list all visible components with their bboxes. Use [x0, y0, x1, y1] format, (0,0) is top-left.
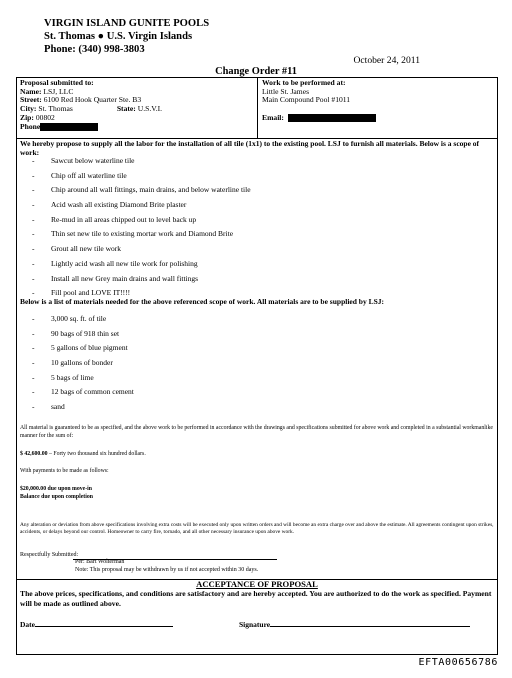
amount-figure: $ 42,600.00	[20, 451, 48, 457]
material-item: - 10 gallons of bonder	[32, 358, 134, 373]
scope-list	[32, 156, 251, 303]
work-line2: Main Compound Pool #1011	[262, 95, 351, 105]
name-value: LSJ, LLC	[43, 86, 74, 96]
scope-item: - Chip off all waterline tile	[32, 171, 251, 186]
material-item: - 5 bags of lime	[32, 373, 134, 388]
state-label: State:	[116, 104, 136, 114]
company-name: VIRGIN ISLAND GUNITE POOLS	[44, 18, 210, 29]
street-label: Street:	[20, 95, 42, 105]
date-label: Date	[20, 620, 35, 629]
payment-line-2: Balance due upon completion	[20, 493, 93, 500]
acceptance-title: ACCEPTANCE OF PROPOSAL	[196, 579, 318, 589]
date-line[interactable]	[35, 619, 173, 627]
proposal-heading: Proposal submitted to:	[20, 78, 94, 87]
amount-words: – Forty two thousand six hundred dollars.	[47, 451, 146, 457]
zip-label: Zip:	[20, 112, 34, 122]
note-line: Note: This proposal may be withdrawn by us if not accepted within 30 days.	[75, 566, 259, 573]
scope-item: - Acid wash all existing Diamond Brite plaster	[32, 200, 251, 215]
submitter-signature-line	[73, 559, 277, 560]
material-item: - 90 bags of 918 thin set	[32, 329, 134, 344]
work-line1: Little St. James	[262, 86, 310, 96]
material-item: - 5 gallons of blue pigment	[32, 343, 134, 358]
company-location: St. Thomas ● U.S. Virgin Islands	[44, 31, 193, 42]
document-date: October 24, 2011	[353, 55, 420, 66]
work-heading: Work to be performed at:	[262, 78, 346, 87]
alteration-text: Any alteration or deviation from above specifications involving extra costs will be executed only upon written orders and will become an extra charge over and above the estimate. All agreements contingent upon strikes, accidents, or delays beyond our control. Homeowner to carry fire, tornado, and all other necessary insurance upon above work.	[20, 522, 494, 536]
acceptance-text: The above prices, specifications, and conditions are satisfactory and are hereby accepted. You are authorized to do the work as specified. Payment will be made as outlined above.	[20, 589, 492, 608]
scope-item: - Thin set new tile to existing mortar work and Diamond Brite	[32, 229, 251, 244]
respectfully-label: Respectfully Submitted:	[20, 552, 79, 558]
company-header	[44, 17, 209, 56]
material-item: - 12 bags of common cement	[32, 387, 134, 402]
scope-intro: We hereby propose to supply all the labor for the installation of all tile (1x1) to the existing pool. LSJ to furnish all materials. Below is a scope of work:	[20, 139, 480, 157]
scope-item: - Grout all new tile work	[32, 244, 251, 259]
signature-field[interactable]	[239, 619, 470, 629]
scope-item: - Lightly acid wash all new tile work for polishing	[32, 259, 251, 274]
document-id: EFTA00656786	[418, 657, 498, 668]
materials-intro: Below is a list of materials needed for the above referenced scope of work. All materials are to be supplied by LSJ:	[20, 297, 384, 306]
city-value: St. Thomas	[38, 104, 73, 114]
redacted-phone	[40, 123, 98, 131]
scope-item: - Install all new Grey main drains and wall fittings	[32, 274, 251, 289]
proposal-submitted-to	[20, 79, 162, 131]
name-label: Name:	[20, 86, 42, 96]
payment-schedule	[20, 486, 496, 502]
zip-value: 00802	[35, 112, 55, 122]
date-field[interactable]	[20, 619, 173, 629]
address-header	[17, 78, 497, 139]
contract-amount	[20, 451, 496, 459]
change-order-form	[16, 77, 498, 655]
change-order-title: Change Order #11	[215, 66, 297, 77]
per-line: Per: Bart Wolterman	[75, 559, 125, 566]
scope-item: - Chip around all wall fittings, main drains, and below waterline tile	[32, 185, 251, 200]
guarantee-text: All material is guaranteed to be as specified, and the above work to be performed in accordance with the drawings and specifications submitted for above work and completed in a substantial workmanlike manner for the sum of:	[20, 425, 493, 439]
signature-line[interactable]	[270, 619, 470, 627]
payments-intro: With payments to be made as follows:	[20, 468, 109, 474]
header-divider	[257, 78, 258, 138]
material-item: - 3,000 sq. ft. of tile	[32, 314, 134, 329]
scope-item: - Re-mud in all areas chipped out to level back up	[32, 215, 251, 230]
materials-list	[32, 314, 134, 417]
signature-label: Signature	[239, 620, 271, 629]
respectfully-submitted	[20, 552, 258, 574]
scope-item: - Sawcut below waterline tile	[32, 156, 251, 171]
company-phone: Phone: (340) 998-3803	[44, 44, 145, 55]
street-value: 6100 Red Hook Quarter Ste. B3	[43, 95, 142, 105]
redacted-block	[288, 114, 368, 122]
city-label: City:	[20, 104, 37, 114]
email-label: Email:	[262, 112, 284, 122]
scope-item: - Fill pool and LOVE IT!!!!	[32, 288, 251, 303]
state-value: U.S.V.I.	[137, 104, 163, 114]
payment-line-1: $20,000.00 due upon move-in	[20, 486, 92, 492]
phone-label: Phone	[20, 121, 41, 131]
material-item: - sand	[32, 402, 134, 417]
